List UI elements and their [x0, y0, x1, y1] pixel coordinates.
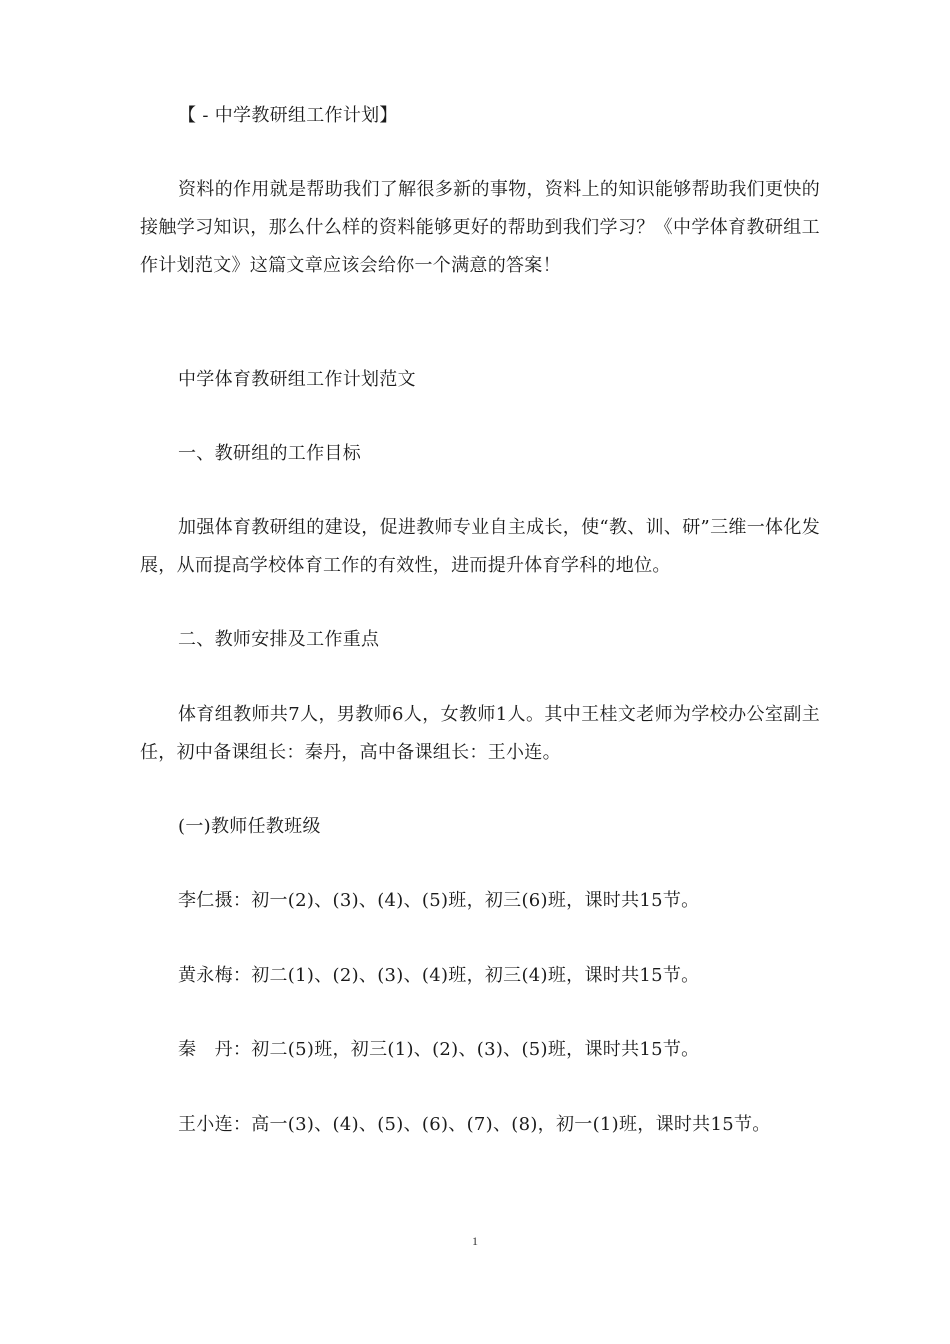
- assignment-item: 秦 丹：初二(5)班，初三(1)、(2)、(3)、(5)班，课时共15节。: [178, 1039, 700, 1060]
- assignment-item: 黄永梅：初二(1)、(2)、(3)、(4)班，初三(4)班，课时共15节。: [178, 965, 700, 986]
- section-2-body: 体育组教师共7人，男教师6人，女教师1人。其中王桂文老师为学校办公室副主任，初中备课组长：秦丹，高中备课组长：王小连。: [140, 704, 820, 763]
- document-title: 【 - 中学教研组工作计划】: [178, 105, 398, 126]
- section-2-title: 二、教师安排及工作重点: [178, 629, 380, 650]
- section-1-body: 加强体育教研组的建设，促进教师专业自主成长，使“教、训、研”三维一体化发展，从而提高学校体育工作的有效性，进而提升体育学科的地位。: [140, 517, 820, 576]
- assignment-item: 李仁摄：初一(2)、(3)、(4)、(5)班，初三(6)班，课时共15节。: [178, 890, 700, 911]
- section-1-title: 一、教研组的工作目标: [178, 443, 361, 464]
- article-heading: 中学体育教研组工作计划范文: [178, 369, 416, 390]
- subsection-1-title: (一)教师任教班级: [178, 816, 321, 837]
- assignment-item: 王小连：高一(3)、(4)、(5)、(6)、(7)、(8)，初一(1)班，课时共15节。: [178, 1114, 771, 1135]
- page-number: 1: [472, 1234, 478, 1248]
- intro-paragraph: 资料的作用就是帮助我们了解很多新的事物，资料上的知识能够帮助我们更快的接触学习知识，那么什么样的资料能够更好的帮助到我们学习？《中学体育教研组工作计划范文》这篇文章应该会给你一个满意的答案！: [140, 179, 820, 276]
